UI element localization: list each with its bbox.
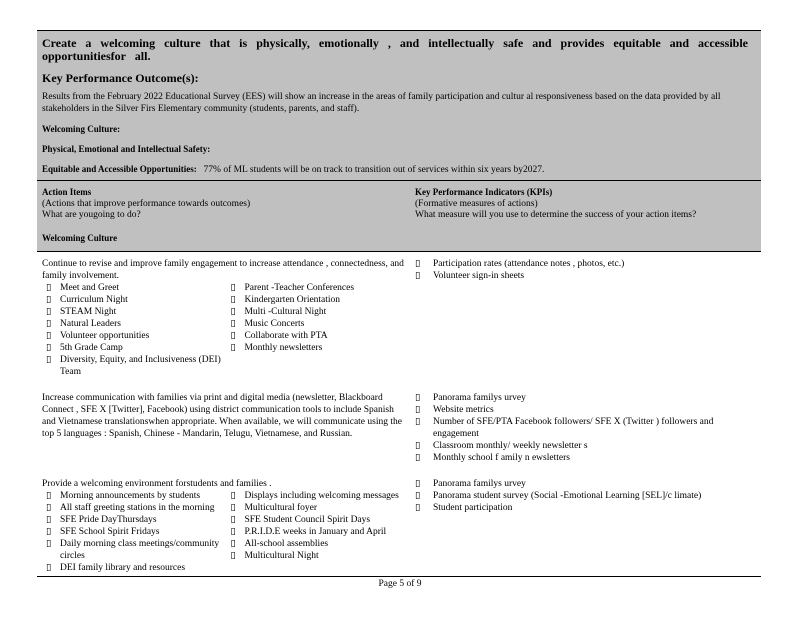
page-number: Page 5 of 9 (378, 579, 422, 589)
list-item (226, 306, 405, 318)
list-item (42, 306, 226, 318)
bullet-icon: ▯ (46, 355, 52, 365)
bullet-icon: ▯ (46, 527, 52, 537)
list-item (42, 342, 226, 354)
list-item (226, 538, 405, 550)
bullet-icon: ▯ (415, 453, 421, 463)
plan-page (37, 30, 761, 577)
list-item (415, 452, 756, 464)
table-row (37, 252, 761, 378)
bullet-icon: ▯ (230, 539, 236, 549)
action-intro: Continue to revise and improve family engagement to increase attendance , connectedness, and family involvement. (42, 259, 404, 281)
action-line1: (Actions that improve performance towards outcomes) (42, 199, 251, 209)
list-item (415, 270, 756, 282)
list-item (226, 550, 405, 562)
bullet-icon: ▯ (46, 307, 52, 317)
bullet-icon: ▯ (46, 319, 52, 329)
kpi-line1: (Formative measures of actions) (415, 199, 538, 209)
welcoming-label: Welcoming Culture: (42, 124, 121, 134)
kpo-label: Key Performance Outcome(s): (42, 71, 199, 85)
bullet-icon: ▯ (230, 283, 236, 293)
list-item-text: Student participation (433, 503, 513, 513)
kpi-header (410, 181, 761, 251)
list-item-text: SFE Student Council Spirit Days (244, 515, 371, 525)
list-item (226, 282, 405, 294)
bullet-icon: ▯ (415, 259, 421, 269)
list-item-text: Volunteer opportunities (60, 331, 150, 341)
list-item-text: Volunteer sign-in sheets (433, 271, 525, 281)
list-item-text: Monthly newsletters (244, 343, 323, 353)
list-item (226, 294, 405, 306)
bullet-icon: ▯ (230, 319, 236, 329)
action-list-col1 (42, 490, 226, 574)
action-intro: Increase communication with families via print and digital media (newsletter, Blackboard Connect , SFE X [Twitter], Facebook) using district communication tools to include Spanish and Vietnamese translationswhen appropriate. When available, we will communicate using the top 5 languages : Spanish, Chinese - Mandarin, Telugu, Vietnamese, and Russian. (42, 393, 402, 439)
bullet-icon: ▯ (415, 441, 421, 451)
equitable-text: 77% of ML students will be on track to transition out of services within six years by2027. (203, 165, 545, 175)
list-item (415, 502, 756, 514)
bullet-icon: ▯ (46, 539, 52, 549)
list-item (415, 416, 756, 440)
list-item (42, 294, 226, 306)
table-row (37, 464, 761, 576)
action-intro: Provide a welcoming environment forstudents and families . (42, 479, 272, 489)
list-item (42, 538, 226, 562)
action-cell (37, 478, 410, 574)
list-item (42, 526, 226, 538)
list-item-text: Multicultural Night (244, 551, 319, 561)
bullet-icon: ▯ (230, 295, 236, 305)
list-item-text: P.R.I.D.E weeks in January and April (244, 527, 387, 537)
bullet-icon: ▯ (46, 283, 52, 293)
list-item-text: Collaborate with PTA (244, 331, 328, 341)
bullet-icon: ▯ (415, 271, 421, 281)
kpi-title: Key Performance Indicators (KPIs) (415, 187, 553, 197)
results-text: Results from the February 2022 Educational Survey (EES) will show an increase in the areas of family participation and cultur al responsiveness based on the data provided by all stakeholders in the Silver Firs Elementary community (students, parents, and staff). (42, 92, 721, 114)
list-item (226, 318, 405, 330)
bullet-icon: ▯ (415, 417, 421, 427)
kpi-cell (410, 478, 761, 574)
action-list (42, 490, 405, 574)
list-item-text: Daily morning class meetings/community circles (60, 539, 220, 561)
list-item-text: Panorama familys urvey (433, 479, 526, 489)
equitable-label: Equitable and Accessible Opportunities: (42, 164, 197, 174)
list-item-text: Natural Leaders (60, 319, 121, 329)
goal-title: Create a welcoming culture that is physically, emotionally , and intellectually safe and provides equitable and accessible opportunitiesfor all. (42, 36, 749, 63)
list-item-text: Meet and Greet (60, 283, 120, 293)
list-item-text: Participation rates (attendance notes , photos, etc.) (433, 259, 625, 269)
kpi-cell (410, 392, 761, 464)
bullet-icon: ▯ (230, 551, 236, 561)
list-item-text: Morning announcements by students (60, 491, 201, 501)
list-item (226, 490, 405, 502)
list-item-text: Kindergarten Orientation (244, 295, 341, 305)
list-item (415, 440, 756, 452)
list-item (42, 490, 226, 502)
list-item (415, 490, 756, 502)
bullet-icon: ▯ (230, 491, 236, 501)
table-body (37, 252, 761, 577)
list-item-text: Multicultural foyer (244, 503, 318, 513)
table-header (37, 180, 761, 252)
list-item (42, 282, 226, 294)
bullet-icon: ▯ (230, 331, 236, 341)
bullet-icon: ▯ (46, 515, 52, 525)
list-item (42, 562, 226, 574)
list-item-text: Multi -Cultural Night (244, 307, 327, 317)
action-list (42, 282, 405, 378)
list-item (42, 318, 226, 330)
list-item (415, 404, 756, 416)
list-item (415, 258, 756, 270)
bullet-icon: ▯ (230, 503, 236, 513)
action-title: Action Items (42, 187, 92, 197)
list-item (226, 526, 405, 538)
kpi-line2: What measure will you use to determine the success of your action items? (415, 210, 697, 220)
bullet-icon: ▯ (46, 343, 52, 353)
list-item (226, 514, 405, 526)
list-item (42, 330, 226, 342)
list-item-text: Curriculum Night (60, 295, 128, 305)
list-item-text: Panorama familys urvey (433, 393, 526, 403)
bullet-icon: ▯ (46, 491, 52, 501)
bullet-icon: ▯ (230, 307, 236, 317)
action-list-col1 (42, 282, 226, 378)
list-item-text: Number of SFE/PTA Facebook followers/ SFE X (Twitter ) followers and engagement (433, 417, 714, 439)
goal-section (37, 30, 761, 180)
action-header (37, 181, 410, 251)
equitable-line (42, 164, 756, 176)
list-item-text: Parent -Teacher Conferences (244, 283, 355, 293)
list-item (415, 478, 756, 490)
bullet-icon: ▯ (415, 393, 421, 403)
list-item (415, 392, 756, 404)
list-item-text: Website metrics (433, 405, 494, 415)
list-item-text: SFE Pride DayThursdays (60, 515, 157, 525)
list-item (42, 502, 226, 514)
list-item-text: All-school assemblies (244, 539, 329, 549)
action-list-col2 (226, 490, 405, 574)
list-item (42, 514, 226, 526)
bullet-icon: ▯ (46, 503, 52, 513)
list-item (226, 502, 405, 514)
bullet-icon: ▯ (230, 515, 236, 525)
bullet-icon: ▯ (46, 563, 52, 573)
list-item (226, 342, 405, 354)
section-label: Welcoming Culture (42, 233, 118, 243)
bullet-icon: ▯ (415, 491, 421, 501)
list-item (42, 354, 226, 378)
bullet-icon: ▯ (46, 295, 52, 305)
list-item-text: Monthly school f amily n ewsletters (433, 453, 570, 463)
action-cell (37, 392, 410, 464)
action-line2: What are yougoing to do? (42, 210, 141, 220)
action-cell (37, 258, 410, 378)
list-item-text: Displays including welcoming messages (244, 491, 399, 501)
list-item-text: SFE School Spirit Fridays (60, 527, 160, 537)
bullet-icon: ▯ (415, 503, 421, 513)
bullet-icon: ▯ (415, 405, 421, 415)
table-row (37, 378, 761, 464)
list-item-text: 5th Grade Camp (60, 343, 123, 353)
list-item (226, 330, 405, 342)
list-item-text: Panorama student survey (Social -Emotional Learning [SEL]/c limate) (433, 491, 702, 501)
list-item-text: Diversity, Equity, and Inclusiveness (DEI) Team (60, 355, 221, 377)
bullet-icon: ▯ (230, 527, 236, 537)
list-item-text: Music Concerts (244, 319, 305, 329)
bullet-icon: ▯ (46, 331, 52, 341)
list-item-text: STEAM Night (60, 307, 117, 317)
kpi-cell (410, 258, 761, 378)
list-item-text: Classroom monthly/ weekly newsletter s (433, 441, 588, 451)
list-item-text: DEI family library and resources (60, 563, 186, 573)
list-item-text: All staff greeting stations in the morning (60, 503, 215, 513)
action-list-col2 (226, 282, 405, 378)
physical-label: Physical, Emotional and Intellectual Safety: (42, 144, 211, 154)
bullet-icon: ▯ (415, 479, 421, 489)
bullet-icon: ▯ (230, 343, 236, 353)
